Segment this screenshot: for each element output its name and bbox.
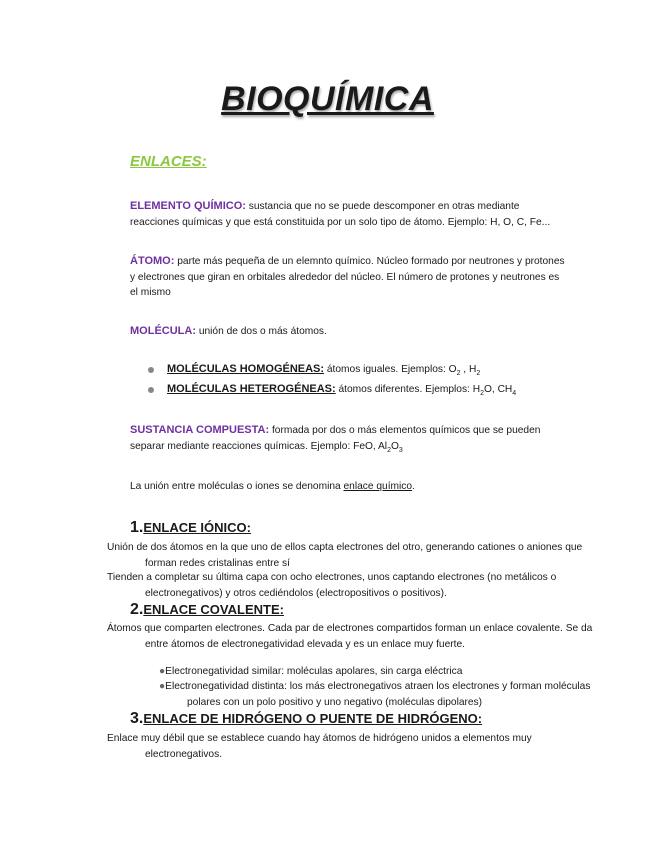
- definition-molecula: [130, 324, 570, 340]
- text-sustancia-compuesta: formada por dos o más elementos químicos que se pueden separar mediante reacciones químicas. Ejemplo: FeO, Al: [130, 425, 541, 452]
- list-item: [148, 382, 516, 402]
- heading-text: ENLACE DE HIDRÓGENO O PUENTE DE HIDRÓGENO:: [143, 711, 483, 726]
- bullet-icon: [148, 367, 154, 373]
- section-heading-enlaces: ENLACES:: [130, 153, 207, 170]
- text-atomo: parte más pequeña de un elemnto químico. Núcleo formado por neutrones y protones y electrones que giran en orbitales alrededor del núcleo. El número de protones y neutrones es el mismo: [130, 256, 565, 298]
- text-elemento-quimico: sustancia que no se puede descomponer en otras mediante reacciones químicas y que está constituida por un solo tipo de átomo. Ejemplo: H, O, C, Fe...: [130, 201, 551, 228]
- term-atomo: ÁTOMO:: [130, 255, 175, 267]
- sub-bullet-text: Electronegatividad distinta: los más electronegativos atraen los electrones y forman moléculas polares con un polo positivo y uno negativo (moléculas dipolares): [165, 681, 591, 708]
- paragraph-hidrogeno: Enlace muy débil que se establece cuando hay átomos de hidrógeno unidos a elementos muy electronegativos.: [107, 733, 532, 760]
- subscript: 2: [456, 370, 461, 378]
- enlace-quimico-term: enlace químico: [343, 481, 413, 492]
- paragraph-covalente: Átomos que comparten electrones. Cada par de electrones compartidos forman un enlace covalente. Se da entre átomos de electronegatividad elevada y es un enlace muy fuerte.: [107, 623, 593, 650]
- enlace-quimico-note: [130, 479, 570, 495]
- sub-bullet-distinta: [159, 679, 597, 710]
- term-molecula: MOLÉCULA:: [130, 325, 196, 337]
- definition-atomo: [130, 254, 570, 301]
- subscript: 3: [398, 446, 403, 454]
- heading-number: 2.: [130, 601, 144, 618]
- heading-number: 3.: [130, 710, 144, 727]
- heading-number: 1.: [130, 519, 144, 536]
- term-sustancia-compuesta: SUSTANCIA COMPUESTA:: [130, 424, 270, 436]
- bullet-text: O, CH: [483, 383, 513, 395]
- subscript: 2: [387, 446, 391, 454]
- subscript: 2: [476, 370, 481, 378]
- definition-sustancia-compuesta: [130, 423, 570, 458]
- heading-text: ENLACE COVALENTE:: [143, 602, 284, 617]
- sub-bullet-similar: [159, 664, 597, 680]
- bullet-icon: ●: [159, 681, 166, 692]
- bullet-icon: ●: [159, 666, 166, 677]
- bullet-icon: [148, 387, 154, 393]
- term-moleculas-homogeneas: MOLÉCULAS HOMOGÉNEAS:: [167, 363, 325, 375]
- subscript: 4: [512, 389, 517, 397]
- subscript: 2: [480, 389, 484, 397]
- note-text: .: [412, 481, 415, 492]
- term-elemento-quimico: ELEMENTO QUÍMICO:: [130, 200, 246, 212]
- sub-bullet-text: Electronegatividad similar: moléculas apolares, sin carga eléctrica: [165, 666, 463, 677]
- text-sustancia-compuesta: O: [390, 440, 399, 452]
- paragraph-ionico-2: Tienden a completar su última capa con ocho electrones, unos captando electrones (no metálicos o electronegativos) y otros cediéndolos (electropositivos o positivos).: [107, 572, 557, 599]
- molecule-types-list: [148, 362, 516, 401]
- heading-enlace-covalente: [130, 601, 284, 619]
- paragraph-ionico-1: Unión de dos átomos en la que uno de ellos capta electrones del otro, generando cationes o aniones que forman redes cristalinas entre sí: [107, 542, 583, 569]
- term-moleculas-heterogeneas: MOLÉCULAS HETEROGÉNEAS:: [167, 382, 336, 395]
- definition-elemento-quimico: [130, 199, 570, 230]
- heading-enlace-hidrogeno: [130, 710, 482, 728]
- list-item: [148, 362, 516, 382]
- bullet-text: átomos iguales. Ejemplos: O: [324, 364, 457, 375]
- note-text: La unión entre moléculas o iones se denomina: [130, 481, 344, 492]
- text-molecula: unión de dos o más átomos.: [196, 326, 327, 337]
- bullet-text: átomos diferentes. Ejemplos: H: [335, 383, 481, 395]
- page-title: BIOQUÍMICA: [221, 80, 434, 118]
- heading-text: ENLACE IÓNICO:: [143, 520, 251, 535]
- heading-enlace-ionico: [130, 519, 251, 537]
- bullet-text: , H: [460, 364, 477, 375]
